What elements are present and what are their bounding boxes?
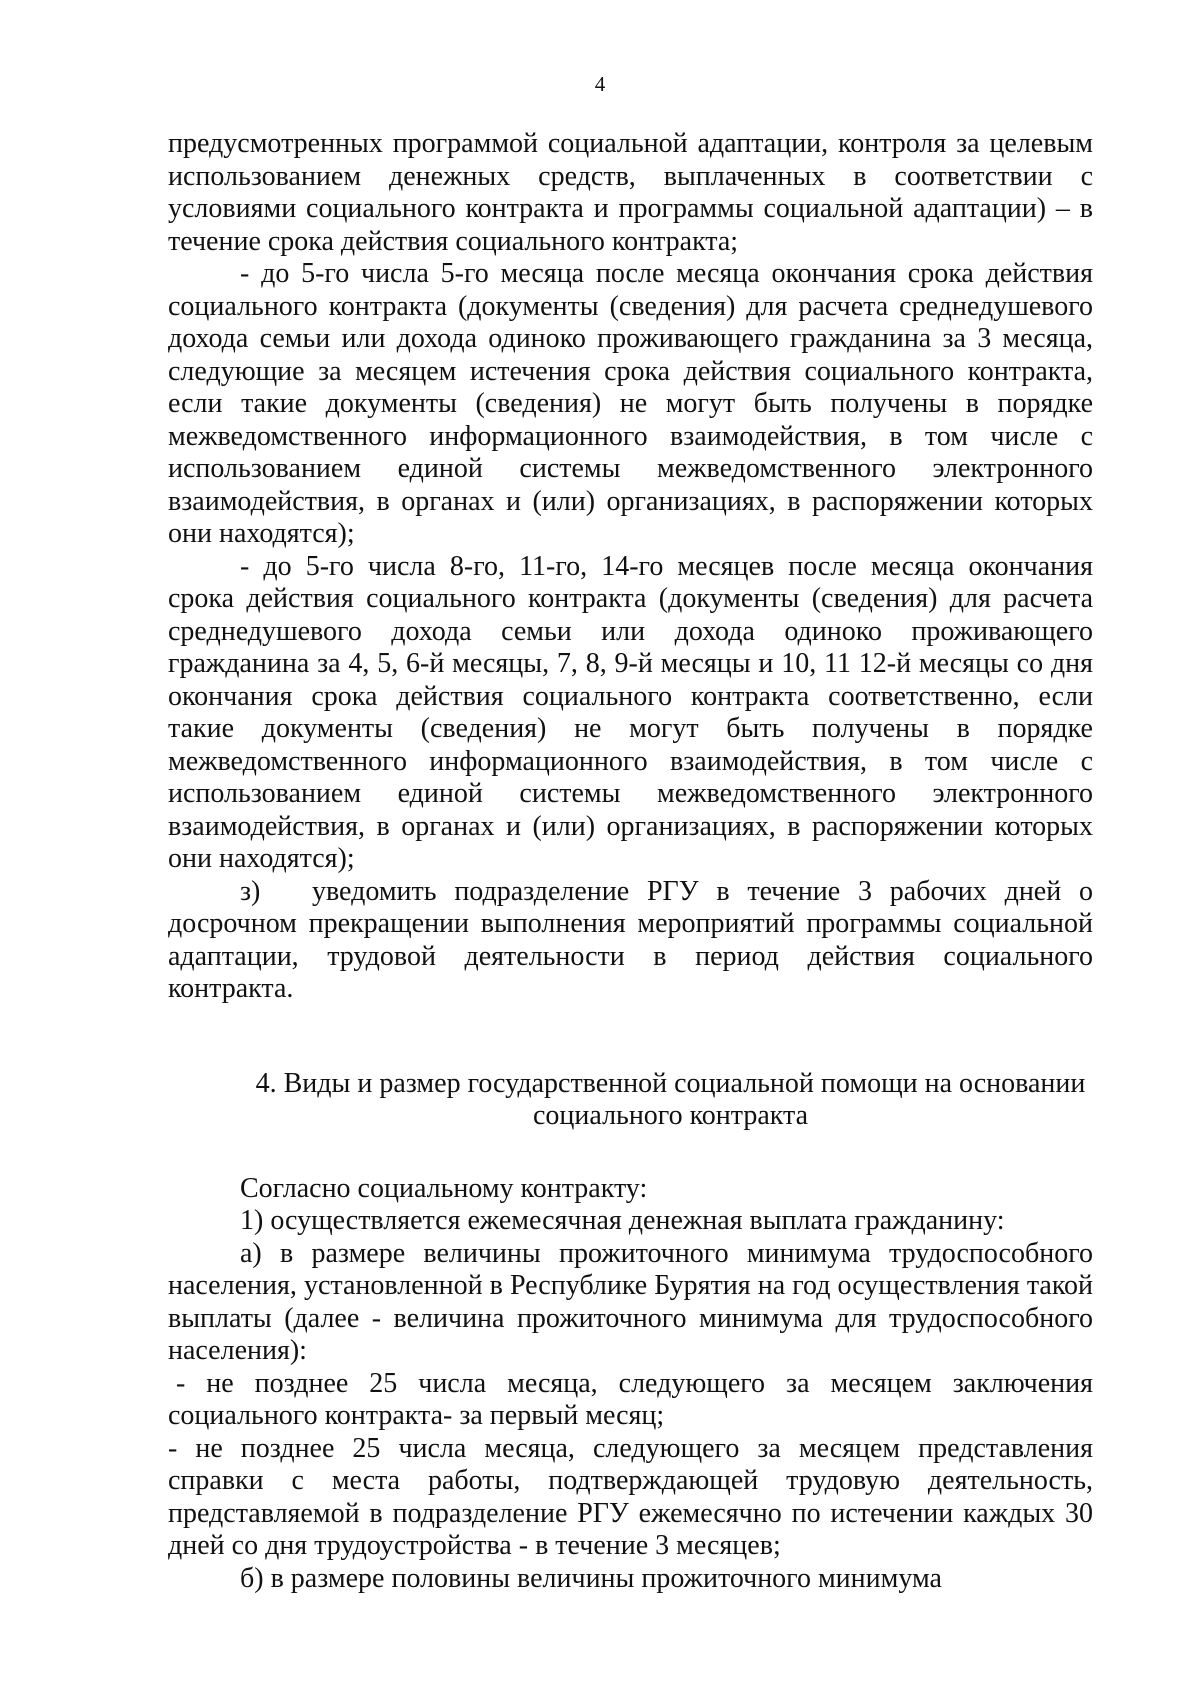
page-number: 4: [594, 72, 606, 96]
paragraph-4: [168, 876, 1093, 1006]
paragraph-7: а) в размере величины прожиточного минимума трудоспособного населения, установленной в Республике Бурятия на год осуществления такой выплаты (далее - величина прожиточного минимума для трудоспособного населения):: [168, 1237, 1093, 1366]
paragraph-10: б) в размере половины величины прожиточного минимума: [240, 1562, 942, 1594]
document-body: [168, 128, 1093, 1595]
paragraph-5: Согласно социальному контракту:: [240, 1172, 648, 1204]
list-marker: з): [240, 875, 261, 907]
paragraph-4-text: уведомить подразделение РГУ в течение 3 рабочих дней о досрочном прекращении выполнения мероприятий программы социальной адаптации, трудовой деятельности в период действия социального контракта.: [168, 875, 1093, 1004]
paragraph-9: - не позднее 25 числа месяца, следующего за месяцем представления справки с места работы, подтверждающей трудовую деятельность, представляемой в подразделение РГУ ежемесячно по истечении каждых 30 дней со дня трудоустройства - в течение 3 месяцев;: [168, 1432, 1093, 1561]
section-title: 4. Виды и размер государственной социальной помощи на основании социального контракта: [255, 1067, 1086, 1131]
paragraph-3: - до 5-го числа 8-го, 11-го, 14-го месяцев после месяца окончания срока действия социального контракта (документы (сведения) для расчета среднедушевого дохода семьи или дохода одиноко проживающего гражданина за 4, 5, 6-й месяцы, 7, 8, 9-й месяцы и 10, 11 12-й месяцы со дня окончания срока действия социального контракта соответственно, если такие документы (сведения) не могут быть получены в порядке межведомственного информационного взаимодействия, в том числе с использованием единой системы межведомственного электронного взаимодействия, в органах и (или) организациях, в распоряжении которых они находятся);: [168, 550, 1093, 874]
paragraph-6: 1) осуществляется ежемесячная денежная выплата гражданину:: [240, 1205, 1005, 1236]
paragraph-2: - до 5-го числа 5-го месяца после месяца окончания срока действия социального контракта (документы (сведения) для расчета среднедушевого дохода семьи или дохода одиноко проживающего гражданина за 3 месяца, следующие за месяцем истечения срока действия социального контракта, если такие документы (сведения) не могут быть получены в порядке межведомственного информационного взаимодействия, в том числе с использованием единой системы межведомственного электронного взаимодействия, в органах и (или) организациях, в распоряжении которых они находятся);: [168, 258, 1093, 549]
paragraph-8: - не позднее 25 числа месяца, следующего за месяцем заключения социального контракта- за первый месяц;: [168, 1367, 1093, 1431]
paragraph-1: предусмотренных программой социальной адаптации, контроля за целевым использованием денежных средств, выплаченных в соответствии с условиями социального контракта и программы социальной адаптации) – в течение срока действия социального контракта;: [168, 128, 1093, 257]
